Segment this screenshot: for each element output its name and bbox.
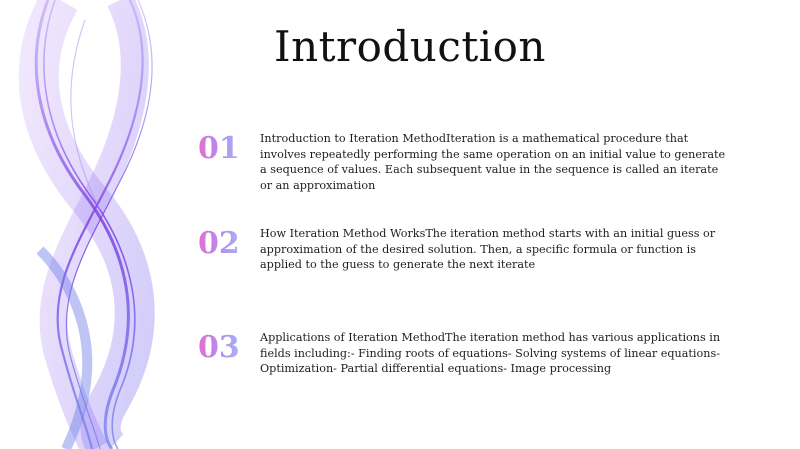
item-text: Applications of Iteration MethodThe iteration method has various applications in fields including:- Finding roots of equations- Solving systems of linear equations- Optimization- Partial differential equations- Image processing <box>260 331 721 375</box>
item-text: How Iteration Method WorksThe iteration method starts with an initial guess or approximation of the desired solution. Then, a specific formula or function is applied to the guess to generate the next iterate <box>260 227 716 271</box>
item-number: 02 <box>198 226 240 261</box>
decorative-smoke-ribbon <box>0 0 200 449</box>
item-text: Introduction to Iteration MethodIteration is a mathematical procedure that involves repeatedly performing the same operation on an initial value to generate a sequence of values. Each subsequent value in the sequence is called an iterate or an approximation <box>260 132 726 192</box>
item-number: 01 <box>198 131 240 166</box>
item-number: 03 <box>198 330 240 365</box>
slide-title: Introduction <box>274 22 546 71</box>
